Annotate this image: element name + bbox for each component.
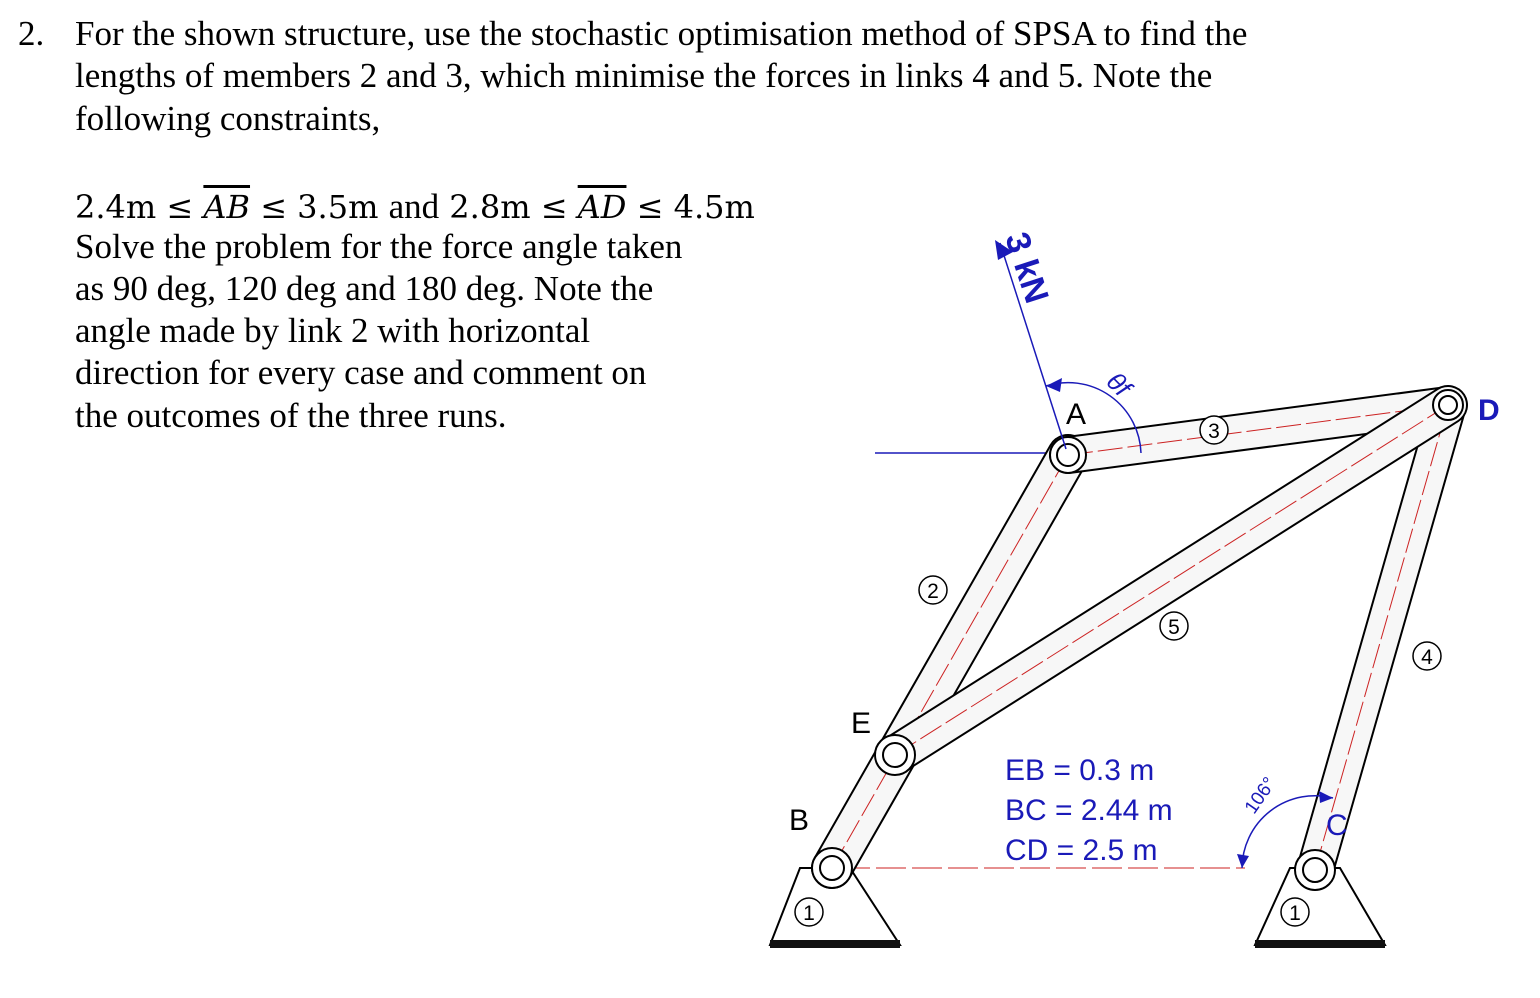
link-label-3 (1200, 416, 1228, 444)
angle-c-label: 106° (1240, 773, 1281, 818)
constraint-lower-ab: 2.4m (75, 188, 157, 226)
joint-label-a: A (1066, 398, 1087, 431)
constraint-upper-ad: 4.5m (673, 188, 755, 226)
leq-symbol: ≤ (540, 188, 568, 226)
intro-line-1: For the shown structure, use the stochastic optimisation method of SPSA to find the (75, 14, 1248, 53)
dimension-cd: CD = 2.5 m (1005, 834, 1158, 867)
instruction-line-2: as 90 deg, 120 deg and 180 deg. Note the (75, 269, 654, 308)
dimension-bc: BC = 2.44 m (1005, 794, 1173, 827)
joint-b (812, 848, 852, 888)
leq-symbol: ≤ (260, 188, 287, 226)
constraint-lower-ad: 2.8m (449, 188, 531, 226)
link-label-4-text: 4 (1421, 646, 1433, 669)
joint-e (875, 735, 915, 775)
leq-symbol: ≤ (166, 188, 194, 226)
constraint-upper-ab: 3.5m (297, 188, 379, 226)
link-label-5-text: 5 (1168, 616, 1180, 639)
intro-line-3: following constraints, (75, 99, 381, 138)
joint-label-e: E (851, 707, 872, 740)
joint-label-c: C (1326, 809, 1348, 842)
angle-c-arrowhead-bottom (1237, 854, 1249, 868)
instruction-line-3: angle made by link 2 with horizontal (75, 311, 591, 350)
link-label-4 (1413, 642, 1441, 670)
link-label-2-text: 2 (927, 580, 939, 603)
instruction-line-1: Solve the problem for the force angle taken (75, 227, 683, 266)
intro-line-2: lengths of members 2 and 3, which minimise the forces in links 4 and 5. Note the (75, 56, 1213, 95)
leq-symbol: ≤ (636, 188, 664, 226)
link-label-2 (919, 576, 947, 604)
instruction-line-5: the outcomes of the three runs. (75, 396, 507, 435)
link-label-1-right (1281, 898, 1309, 926)
theta-arc-arrowhead (1046, 378, 1062, 392)
joint-label-d: D (1478, 394, 1500, 427)
link-label-5 (1160, 612, 1188, 640)
joint-label-b: B (789, 804, 810, 837)
joint-a (1050, 437, 1086, 473)
question-number: 2. (18, 14, 45, 53)
joint-c (1295, 850, 1335, 890)
joint-d (1433, 390, 1463, 420)
constraint-ab: $\overline{AB}$ (203, 188, 251, 226)
dimension-eb: EB = 0.3 m (1005, 754, 1155, 787)
constraint-ad: $\overline{AD}$ (577, 188, 627, 226)
link-label-1-right-text: 1 (1289, 902, 1301, 925)
link-label-1-left (795, 898, 823, 926)
force-label: 3 kN (997, 227, 1056, 308)
link-label-1-left-text: 1 (803, 902, 815, 925)
instruction-line-4: direction for every case and comment on (75, 353, 647, 392)
constraint-and: and (388, 187, 440, 226)
link-label-3-text: 3 (1208, 420, 1220, 443)
theta-label: θf (1100, 366, 1138, 403)
